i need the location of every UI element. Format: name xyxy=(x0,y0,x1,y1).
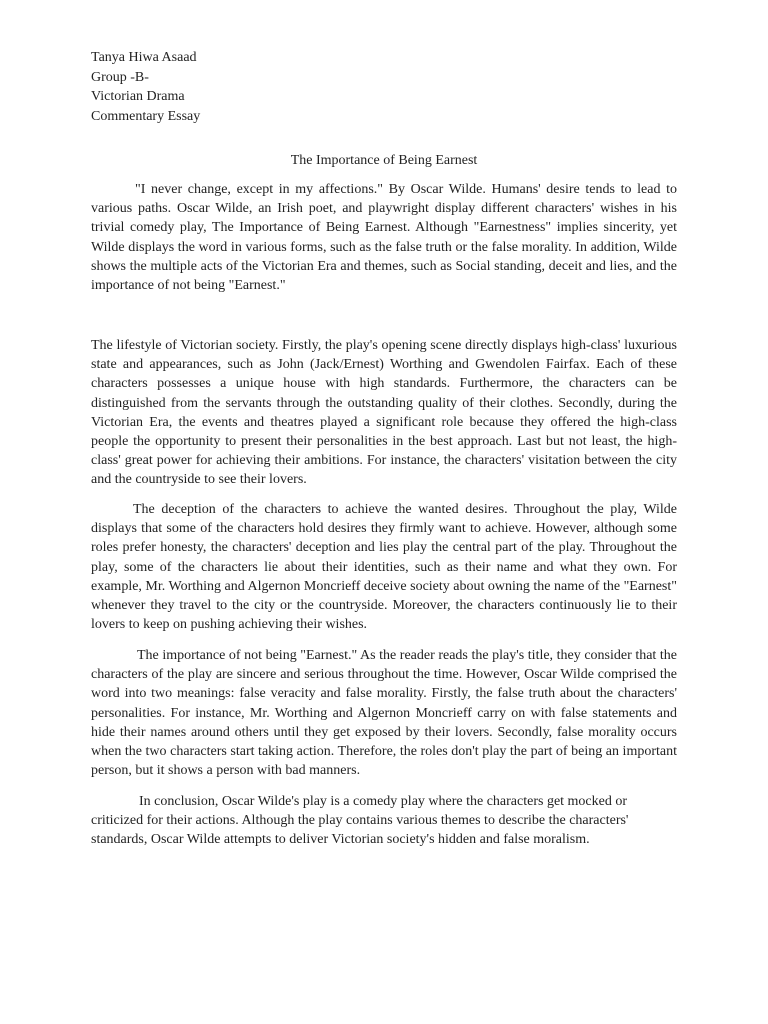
paragraph-not-being-earnest: The importance of not being "Earnest." As the reader reads the play's title, they consider that the characters of the play are sincere and serious throughout the time. However, Oscar Wilde comprised the word into two meanings: false veracity and false morality. Firstly, the false truth about the characters' personalities. For instance, Mr. Worthing and Algernon Moncrieff carry on with false statements and hide their names around others until they get exposed by their lovers. Secondly, false morality occurs when the two characters start taking action. Therefore, the roles don't play the part of being an important person, but it shows a person with bad manners. xyxy=(91,648,677,779)
author-name: Tanya Hiwa Asaad xyxy=(91,50,197,65)
course-name: Victorian Drama xyxy=(91,89,185,104)
document-header xyxy=(91,48,200,126)
paragraph-conclusion: In conclusion, Oscar Wilde's play is a comedy play where the characters get mocked or criticized for their actions. Although the play contains various themes to describe the characters' standards, Oscar Wilde attempts to deliver Victorian society's hidden and false moralism. xyxy=(91,794,629,848)
paragraph-victorian-lifestyle: The lifestyle of Victorian society. Firstly, the play's opening scene directly displays high-class' luxurious state and appearances, such as John (Jack/Ernest) Worthing and Gwendolen Fairfax. Each of these characters possesses a unique house with high standards. Furthermore, the characters can be distinguished from the servants through the outstanding quality of their clothes. Secondly, during the Victorian Era, the events and theatres played a significant role because they offered the high-class people the opportunity to present their personalities in the best approach. Last but not least, the high-class' great power for achieving their ambitions. For instance, the characters' visitation between the city and the countryside to see their lovers. xyxy=(91,338,677,488)
paragraph-deception: The deception of the characters to achieve the wanted desires. Throughout the play, Wilde displays that some of the characters hold desires they firmly want to achieve. However, although some roles prefer honesty, the characters' deception and lies play the central part of the play. Throughout the play, some of the characters lie about their identities, such as their name and what they own. For example, Mr. Worthing and Algernon Moncrieff deceive society about owning the name of the "Earnest" whenever they travel to the city or the countryside. Moreover, the characters continuously lie to their lovers to keep on pushing achieving their wishes. xyxy=(91,502,677,633)
assignment-type: Commentary Essay xyxy=(91,108,201,124)
essay-title: The Importance of Being Earnest xyxy=(290,153,478,168)
group-label: Group -B- xyxy=(91,69,149,85)
paragraph-introduction: "I never change, except in my affections." By Oscar Wilde. Humans' desire tends to lead to various paths. Oscar Wilde, an Irish poet, and playwright display different characters' wishes in his trivial comedy play, The Importance of Being Earnest. Although "Earnestness" implies sincerity, yet Wilde displays the word in various forms, such as the false truth or the false morality. In addition, Wilde shows the multiple acts of the Victorian Era and themes, such as Social standing, deceit and lies, and the importance of not being "Earnest." xyxy=(91,182,677,294)
